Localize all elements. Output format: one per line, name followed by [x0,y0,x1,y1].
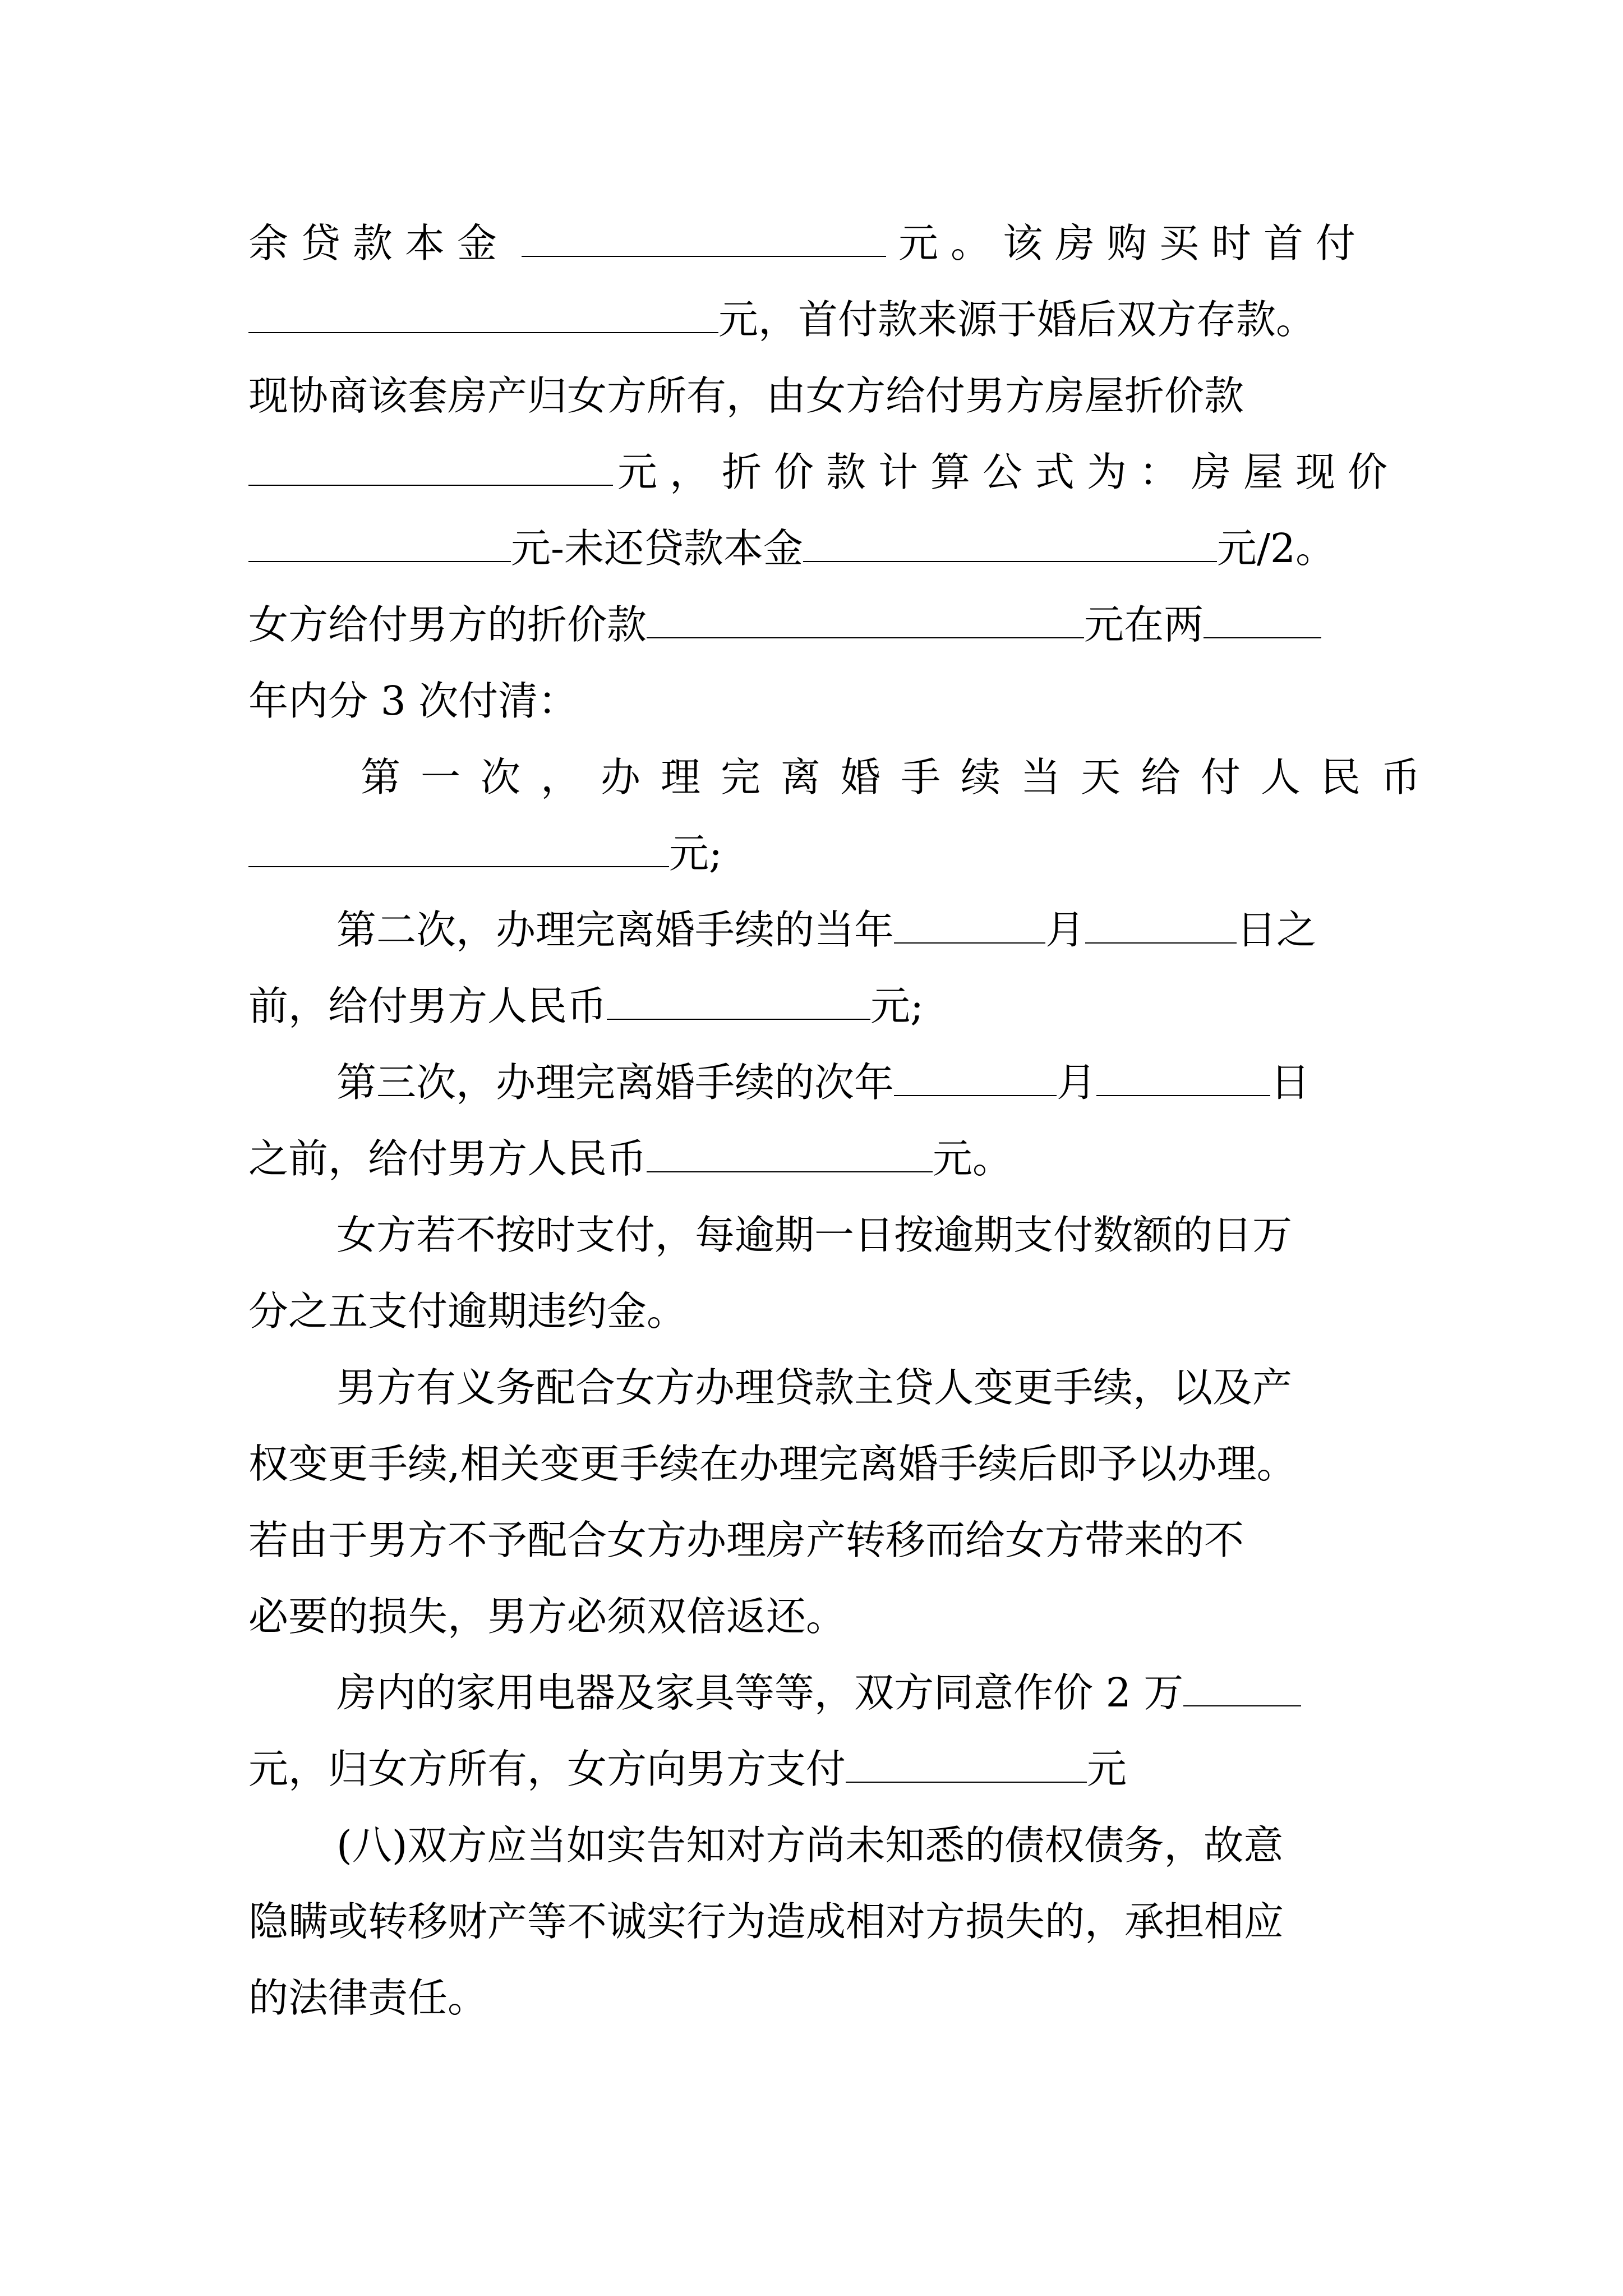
text-line: 元-未还贷款本金 元/2。 [248,521,1335,577]
blank-field[interactable] [894,909,1045,944]
text-line: 第一次，办理完离婚手续当天给付人民币 [361,754,1441,800]
text-line: 男方有义务配合女方办理贷款主贷人变更手续，以及产 [336,1364,1293,1411]
text-line: 前，给付男方人民币 元; [248,983,924,1029]
blank-field[interactable] [248,527,511,562]
text-line: 女方若不按时支付，每逾期一日按逾期支付数额的日万 [336,1212,1293,1258]
blank-field[interactable] [1204,604,1321,638]
text-line: 权变更手续,相关变更手续在办理完离婚手续后即予以办理。 [248,1441,1297,1487]
blank-field[interactable] [647,1138,933,1172]
text-line: 元，归女方所有，女方向男方支付 元 [248,1746,1127,1792]
text-line: 第二次，办理完离婚手续的当年 月 日之 [336,907,1317,953]
text-line: (八)双方应当如实告知对方尚未知悉的债权债务，故意 [336,1822,1284,1869]
text-line: 若由于男方不予配合女方办理房产转移而给女方带来的不 [248,1517,1244,1563]
blank-field[interactable] [607,985,870,1020]
blank-field[interactable] [803,527,1217,562]
blank-field[interactable] [1085,909,1237,944]
text-line: 余贷款本金 元。该房购买时首付 [248,220,1368,266]
text-line: 分之五支付逾期违约金。 [248,1288,687,1335]
blank-field[interactable] [248,298,718,333]
text-line: 女方给付男方的折价款 元在两 [248,597,1321,653]
blank-field[interactable] [846,1748,1087,1783]
blank-field[interactable] [1096,1061,1270,1096]
text-line: 年内分 3 次付清： [248,678,578,724]
blank-field[interactable] [647,604,1084,638]
blank-field[interactable] [894,1061,1057,1096]
text-line: 第三次，办理完离婚手续的次年 月 日 [336,1059,1311,1106]
text-line: 现协商该套房产归女方所有，由女方给付男方房屋折价款 [248,372,1244,419]
text-line: 房内的家用电器及家具等等，双方同意作价 2 万 [336,1665,1301,1721]
text-line: 元; [248,826,722,882]
blank-field[interactable] [1183,1672,1301,1706]
blank-field[interactable] [522,222,886,257]
text-line: 元，首付款来源于婚后双方存款。 [248,292,1316,348]
blank-field[interactable] [248,451,613,486]
text-line: 必要的损失，男方必须双倍返还。 [248,1593,846,1640]
text-line: 元，折价款计算公式为：房屋现价 [248,444,1400,500]
text-line: 的法律责任。 [248,1975,488,2021]
blank-field[interactable] [248,832,669,867]
text-line: 隐瞒或转移财产等不诚实行为造成相对方损失的，承担相应 [248,1898,1284,1945]
text-line: 之前，给付男方人民币 元。 [248,1135,1013,1182]
